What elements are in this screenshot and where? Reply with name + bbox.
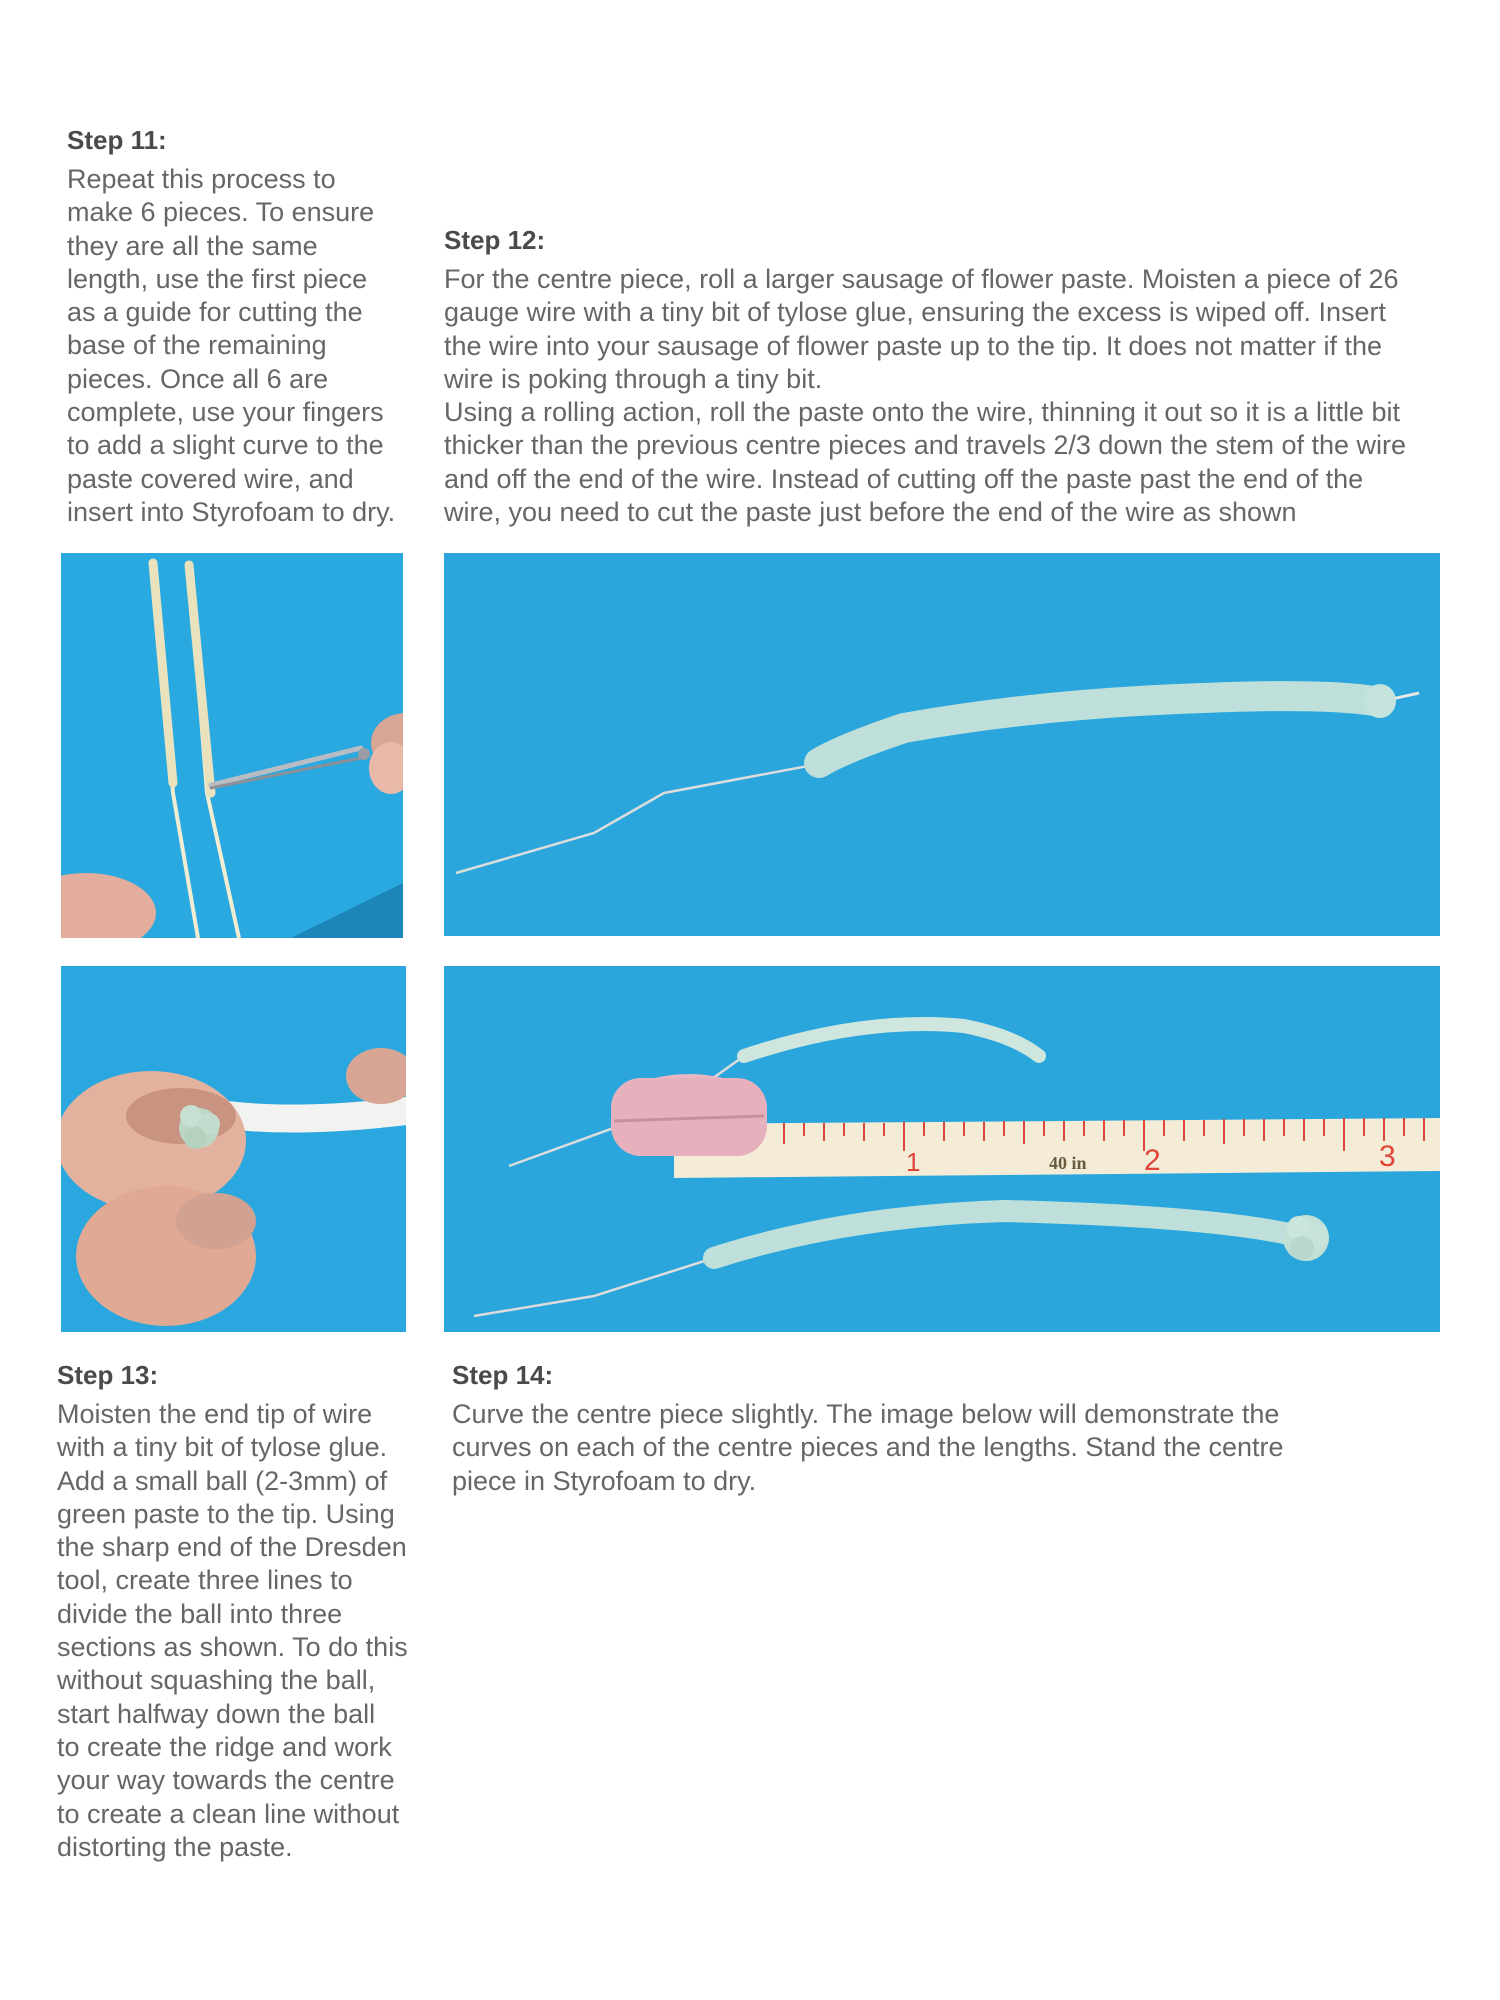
step-14-text: Curve the centre piece slightly. The image below will demonstrate the curves on each of the centre pieces and the lengths. Stand the centre piece in Styrofoam to dry. xyxy=(452,1399,1284,1496)
step-11-text: Repeat this process to make 6 pieces. To ensure they are all the same length, use the first piece as a guide for cutting the base of the remaining pieces. Once all 6 are complete, use your fingers to add a slight curve to the paste covered wire, and insert into Styrofoam to dry. xyxy=(67,164,396,527)
photo-step-12-sausage xyxy=(444,553,1440,936)
step-11-title: Step 11: xyxy=(67,125,167,155)
ruler-length-label: 40 in xyxy=(1049,1153,1087,1173)
step-14-title: Step 14: xyxy=(452,1360,554,1390)
ruler-number-3: 3 xyxy=(1379,1140,1396,1173)
photo-step-11-cutting xyxy=(61,553,403,938)
ruler-number-1: 1 xyxy=(906,1147,921,1177)
photo-step-14-comparison xyxy=(444,966,1440,1332)
photo-step-13-ball xyxy=(61,966,406,1332)
step-12-title: Step 12: xyxy=(444,225,546,255)
step-13-text: Moisten the end tip of wire with a tiny bit of tylose glue. Add a small ball (2-3mm) of green paste to the tip. Using the sharp end of the Dresden tool, create three lines to divide the ball into three sections as shown. To do this without squashing the ball, start halfway down the ball to create the ridge and work your way towards the centre to create a clean line without distorting the paste. xyxy=(57,1399,408,1862)
step-13-title: Step 13: xyxy=(57,1360,159,1390)
step-12-text: For the centre piece, roll a larger sausage of flower paste. Moisten a piece of 26 gauge wire with a tiny bit of tylose glue, ensuring the excess is wiped off. Insert the wire into your sausage of flower paste up to the tip. It does not matter if the wire is poking through a tiny bit. Using a rolling action, roll the paste onto the wire, thinning it out so it is a little bit thicker than the previous centre pieces and travels 2/3 down the stem of the wire and off the end of the wire. Instead of cutting off the paste past the end of the wire, you need to cut the paste just before the end of the wire as shown xyxy=(444,264,1407,528)
ruler-number-2: 2 xyxy=(1144,1144,1161,1177)
